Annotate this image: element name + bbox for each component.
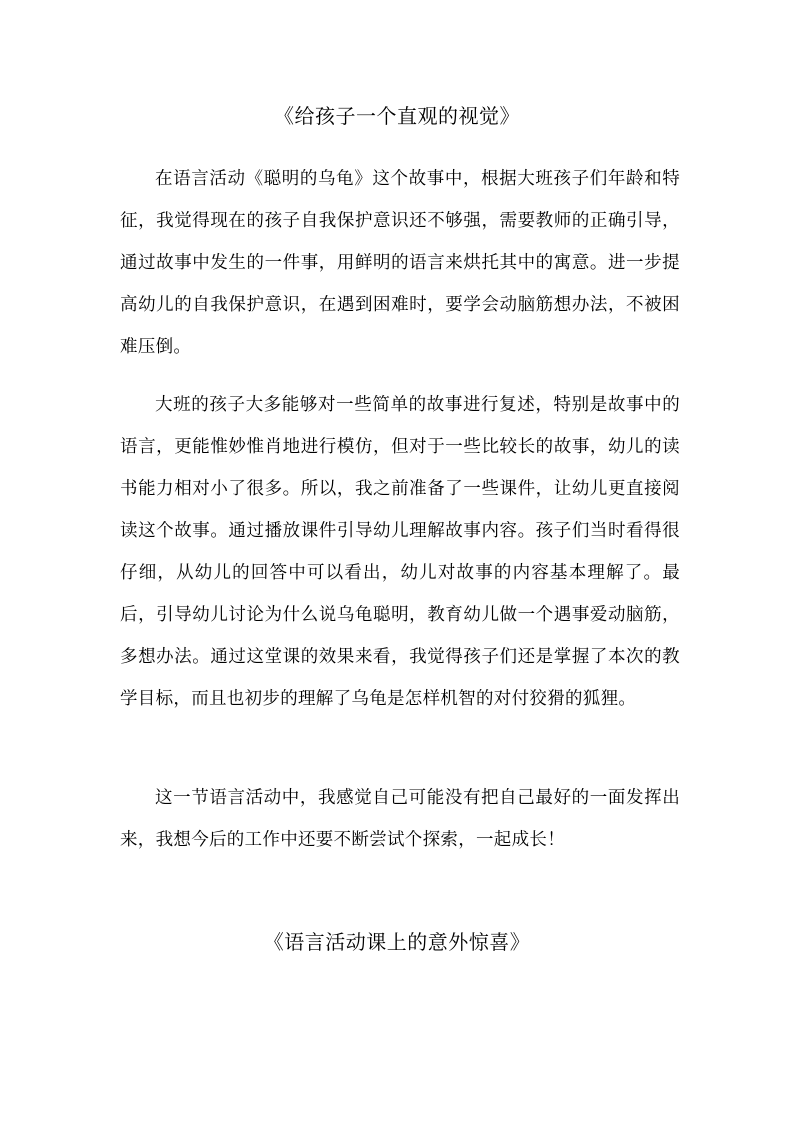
article-title: 《给孩子一个直观的视觉》 <box>274 104 520 128</box>
paragraph: 在语言活动《聪明的乌龟》这个故事中，根据大班孩子们年龄和特征，我觉得现在的孩子自我保护意识还不够强，需要教师的正确引导，通过故事中发生的一件事，用鲜明的语言来烘托其中的寓意。进一步提高幼儿的自我保护意识，在遇到困难时，要学会动脑筋想办法，不被困难压倒。 <box>120 169 680 357</box>
next-article-title: 《语言活动课上的意外惊喜》 <box>263 930 531 954</box>
paragraph: 这一节语言活动中，我感觉自己可能没有把自己最好的一面发挥出来，我想今后的工作中还要不断尝试个探索，一起成长！ <box>120 788 680 850</box>
paragraph: 大班的孩子大多能够对一些简单的故事进行复述，特别是故事中的语言，更能惟妙惟肖地进行模仿，但对于一些比较长的故事，幼儿的读书能力相对小了很多。所以，我之前准备了一些课件，让幼儿更直接阅读这个故事。通过播放课件引导幼儿理解故事内容。孩子们当时看得很仔细，从幼儿的回答中可以看出，幼儿对故事的内容基本理解了。最后，引导幼儿讨论为什么说乌龟聪明，教育幼儿做一个遇事爱动脑筋，多想办法。通过这堂课的效果来看，我觉得孩子们还是掌握了本次的教学目标，而且也初步的理解了乌龟是怎样机智的对付狡猾的狐狸。 <box>120 395 680 709</box>
